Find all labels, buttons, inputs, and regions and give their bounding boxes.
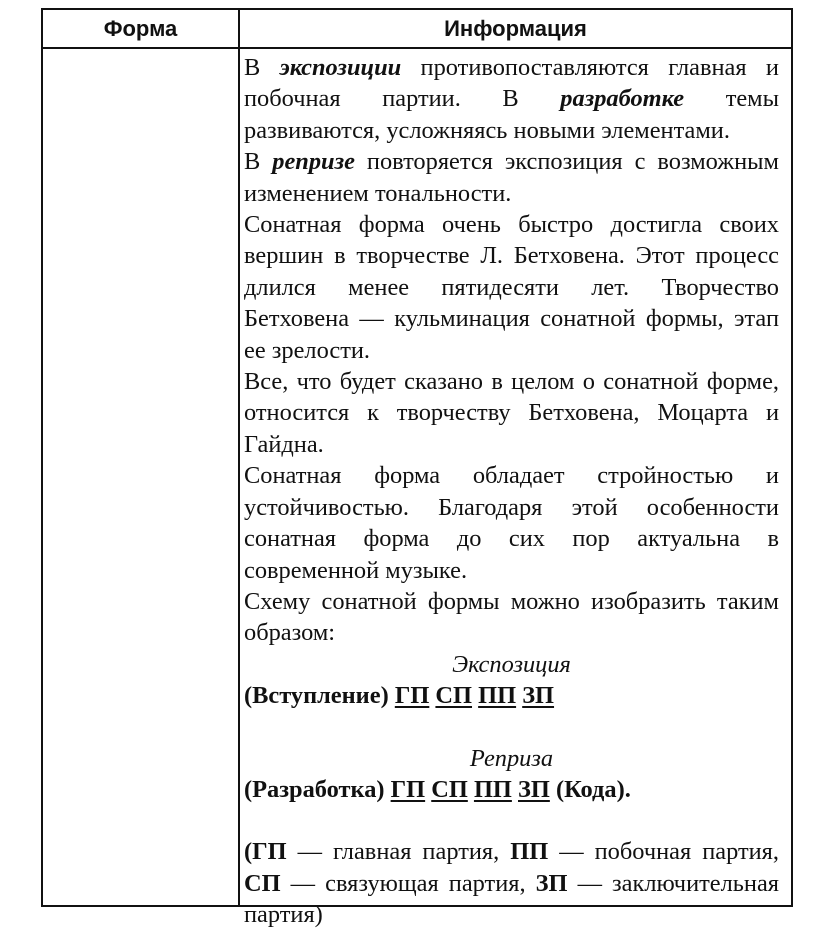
legend — [244, 836, 779, 930]
header-informaciya: Информация — [444, 16, 587, 41]
paragraph-1 — [244, 52, 779, 146]
legend-gp: ГП — [252, 838, 287, 866]
reprise-title: Реприза — [469, 744, 554, 772]
header-divider — [43, 47, 791, 49]
exposition-scheme — [244, 680, 779, 711]
term-development: разработке — [560, 85, 685, 113]
paragraph-3: Сонатная форма очень быстро достигла своих вершин в творчестве Л. Бетховена. Этот процесс длился менее пятидесяти лет. Творчество Бетховена — кульминация сонатной формы, этап ее зрелости. — [244, 211, 779, 364]
term-exposition: экспозиции — [279, 54, 402, 81]
paragraph-6: Схему сонатной формы можно изобразить таким образом: — [244, 587, 779, 647]
legend-sp: СП — [244, 869, 281, 897]
text: противопоставляются главная и побочная партии. В — [244, 54, 779, 113]
sp-label: СП — [431, 775, 468, 803]
term-reprise: репризе — [272, 148, 355, 176]
paragraph-4: Все, что будет сказано в целом о сонатной форме, относится к творчеству Бетховена, Моцарта и Гайдна. — [244, 368, 779, 458]
gp-label: ГП — [394, 682, 430, 710]
coda-label: (Кода). — [555, 775, 631, 803]
intro-label: (Вступление) — [244, 682, 389, 710]
paragraph-5: Сонатная форма обладает стройностью и устойчивостью. Благодаря этой особенности сонатная форма до сих пор актуальна в современной музыке. — [244, 462, 779, 584]
pp-label: ПП — [478, 682, 517, 710]
text: темы развиваются, усложняясь новыми элементами. — [244, 85, 779, 144]
text: В — [244, 148, 273, 176]
exposition-title: Экспозиция — [452, 650, 571, 678]
legend-gp-text: — главная партия, — [286, 838, 511, 866]
legend-sp-text: — связующая партия, — [280, 869, 536, 897]
text: повторяется экспозиция с возможным изменением тональности. — [244, 148, 779, 207]
development-label: (Разработка) — [244, 775, 385, 803]
legend-zp: ЗП — [535, 869, 568, 897]
legend-open: ( — [244, 838, 253, 866]
reprise-scheme — [244, 774, 779, 805]
legend-pp: ПП — [510, 838, 549, 866]
column-divider — [238, 10, 240, 905]
pp-label: ПП — [473, 775, 512, 803]
text: В — [244, 54, 280, 81]
header-forma: Форма — [103, 16, 178, 41]
info-table — [41, 8, 793, 929]
info-cell — [244, 52, 779, 931]
zp-label: ЗП — [522, 682, 555, 710]
spacer — [244, 805, 779, 836]
legend-zp-text: — заключительная партия) — [244, 869, 779, 929]
sp-label: СП — [435, 682, 473, 710]
paragraph-2 — [244, 146, 779, 209]
spacer — [244, 712, 779, 743]
gp-label: ГП — [390, 775, 426, 803]
legend-pp-text: — побочная партия, — [548, 838, 779, 866]
zp-label: ЗП — [518, 775, 550, 803]
